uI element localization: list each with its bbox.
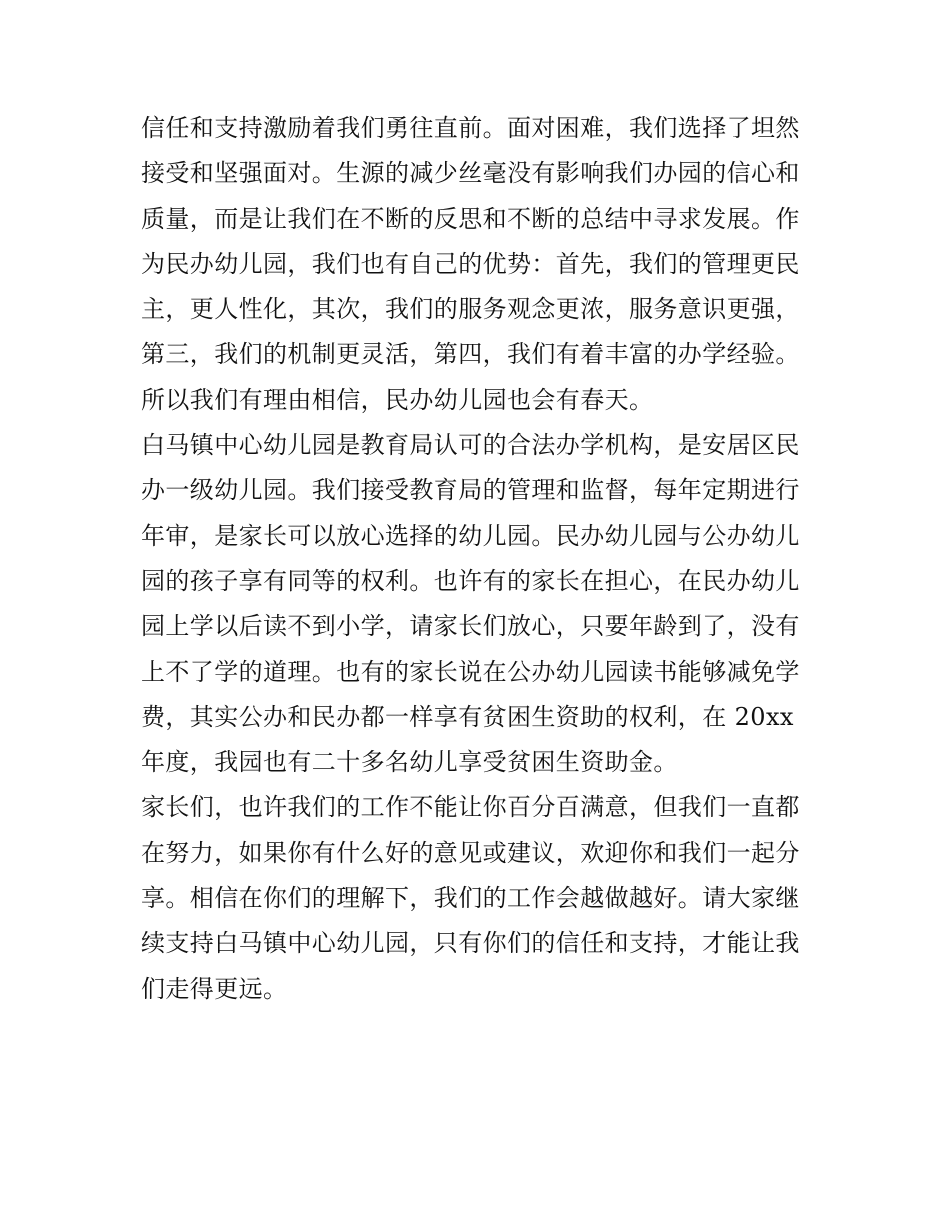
text-line-7: 所以我们有理由相信，民办幼儿园也会有春天。: [141, 385, 654, 414]
text-line-2: 接受和坚强面对。生源的减少丝毫没有影响我们办园的信心和: [141, 159, 800, 188]
text-line-12: 园上学以后读不到小学，请家长们放心，只要年龄到了，没有: [141, 612, 800, 641]
document-body: [141, 106, 821, 1012]
text-line-6: 第三，我们的机制更灵活，第四，我们有着丰富的办学经验。: [141, 340, 800, 369]
text-line-10: 年审，是家长可以放心选择的幼儿园。民办幼儿园与公办幼儿: [141, 521, 800, 550]
text-line-13: 上不了学的道理。也有的家长说在公办幼儿园读书能够减免学: [141, 657, 800, 686]
text-line-15: 年度，我园也有二十多名幼儿享受贫困生资助金。: [141, 748, 678, 777]
text-line-18: 享。相信在你们的理解下，我们的工作会越做越好。请大家继: [141, 884, 800, 913]
text-line-11: 园的孩子享有同等的权利。也许有的家长在担心，在民办幼儿: [141, 566, 800, 595]
text-line-9: 办一级幼儿园。我们接受教育局的管理和监督，每年定期进行: [141, 476, 800, 505]
text-line-20: 们走得更远。: [141, 974, 288, 1003]
text-line-3: 质量，而是让我们在不断的反思和不断的总结中寻求发展。作: [141, 204, 800, 233]
text-line-14: 费，其实公办和民办都一样享有贫困生资助的权利，在 20xx: [141, 702, 794, 731]
text-line-16: 家长们，也许我们的工作不能让你百分百满意，但我们一直都: [141, 793, 800, 822]
text-line-19: 续支持白马镇中心幼儿园，只有你们的信任和支持，才能让我: [141, 929, 800, 958]
text-line-17: 在努力，如果你有什么好的意见或建议，欢迎你和我们一起分: [141, 838, 800, 867]
text-line-8: 白马镇中心幼儿园是教育局认可的合法办学机构，是安居区民: [141, 431, 800, 460]
text-line-1: 信任和支持激励着我们勇往直前。面对困难，我们选择了坦然: [141, 114, 800, 142]
text-line-5: 主，更人性化，其次，我们的服务观念更浓，服务意识更强，: [141, 295, 800, 324]
text-line-4: 为民办幼儿园，我们也有自己的优势：首先，我们的管理更民: [141, 249, 800, 278]
